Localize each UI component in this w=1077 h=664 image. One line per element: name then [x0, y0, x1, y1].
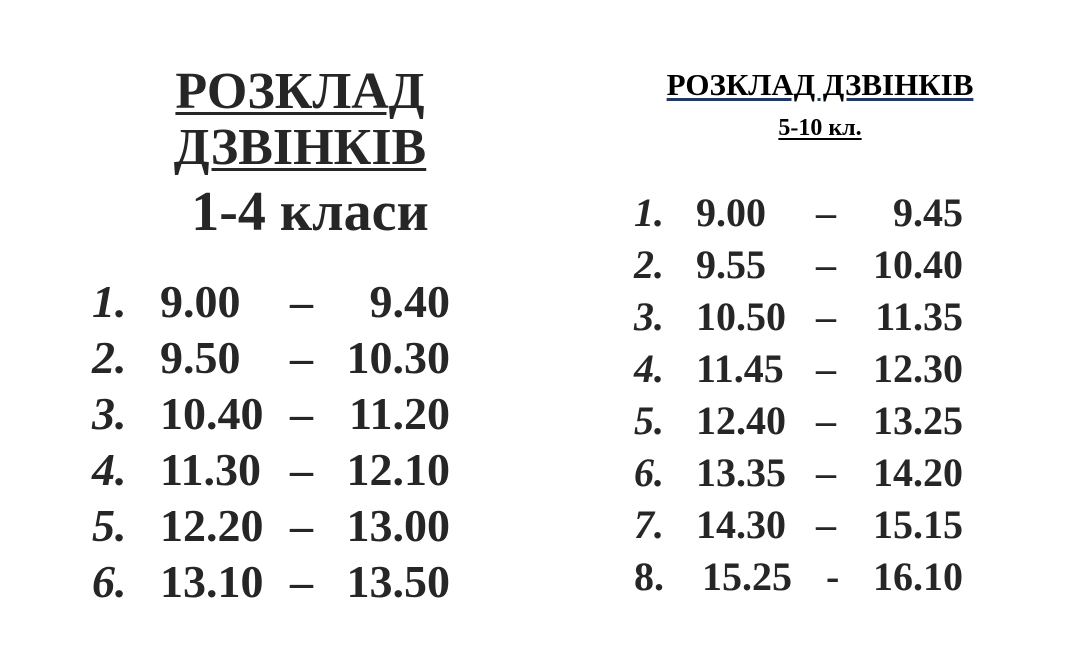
grades-subtitle: 1-4 класи: [191, 181, 429, 243]
start-time: 9.55: [696, 242, 766, 287]
end-time: 16.10: [873, 554, 963, 599]
end-time: 14.20: [873, 450, 963, 495]
lesson-number: 3.: [92, 388, 127, 439]
separator-dash: -: [826, 554, 840, 599]
start-time: 13.10: [160, 556, 264, 607]
end-time: 15.15: [873, 502, 963, 547]
schedule-row: [560, 190, 1077, 240]
grades-subtitle: 5-10 кл.: [778, 115, 862, 141]
schedule-title: РОЗКЛАД ДЗВІНКІВ: [666, 67, 974, 102]
schedule-row: [560, 450, 1077, 500]
end-time: 11.35: [875, 294, 963, 339]
title-line-2: ДЗВІНКІВ: [173, 119, 427, 176]
separator-dash: –: [816, 294, 836, 339]
separator-dash: –: [816, 502, 836, 547]
start-time: 10.50: [696, 294, 786, 339]
lesson-number: 5.: [92, 500, 127, 551]
end-time: 11.20: [349, 388, 450, 439]
start-time: 11.45: [696, 346, 784, 391]
lesson-number: 4.: [634, 346, 664, 391]
start-time: 15.25: [702, 554, 792, 599]
schedule-row: [560, 294, 1077, 344]
start-time: 14.30: [696, 502, 786, 547]
end-time: 10.40: [873, 242, 963, 287]
start-time: 11.30: [160, 444, 261, 495]
schedule-row: [0, 277, 540, 327]
separator-dash: –: [290, 444, 313, 495]
separator-dash: –: [290, 276, 313, 327]
lesson-number: 2.: [634, 242, 664, 287]
lesson-number: 1.: [92, 276, 127, 327]
start-time: 9.00: [696, 190, 766, 235]
lesson-number: 6.: [92, 556, 127, 607]
end-time: 13.50: [346, 556, 450, 607]
start-time: 12.20: [160, 500, 264, 551]
separator-dash: –: [290, 332, 313, 383]
start-time: 9.00: [160, 276, 241, 327]
separator-dash: –: [290, 388, 313, 439]
end-time: 9.45: [893, 190, 963, 235]
lesson-number: 5.: [634, 398, 664, 443]
schedule-row: [0, 501, 540, 551]
separator-dash: –: [816, 398, 836, 443]
schedule-row: [0, 389, 540, 439]
start-time: 10.40: [160, 388, 264, 439]
end-time: 10.30: [346, 332, 450, 383]
separator-dash: –: [816, 450, 836, 495]
end-time: 13.00: [346, 500, 450, 551]
start-time: 9.50: [160, 332, 241, 383]
lesson-number: 7.: [634, 502, 664, 547]
schedule-row: [560, 502, 1077, 552]
end-time: 12.30: [873, 346, 963, 391]
schedule-row: [560, 554, 1077, 604]
schedule-grades-5-10: [560, 0, 1077, 664]
separator-dash: –: [816, 346, 836, 391]
separator-dash: –: [290, 556, 313, 607]
lesson-number: 1.: [634, 190, 664, 235]
schedule-row: [0, 557, 540, 607]
end-time: 13.25: [873, 398, 963, 443]
separator-dash: –: [816, 190, 836, 235]
lesson-number: 2.: [92, 332, 127, 383]
start-time: 12.40: [696, 398, 786, 443]
title-line-1: РОЗКЛАД: [175, 63, 425, 120]
schedule-row: [0, 445, 540, 495]
schedule-row: [560, 346, 1077, 396]
lesson-number: 8.: [634, 554, 664, 599]
schedule-row: [560, 242, 1077, 292]
schedule-row: [560, 398, 1077, 448]
start-time: 13.35: [696, 450, 786, 495]
lesson-number: 6.: [634, 450, 664, 495]
separator-dash: –: [290, 500, 313, 551]
lesson-number: 3.: [634, 294, 664, 339]
end-time: 12.10: [346, 444, 450, 495]
lesson-number: 4.: [92, 444, 127, 495]
end-time: 9.40: [369, 276, 450, 327]
schedule-row: [0, 333, 540, 383]
separator-dash: –: [816, 242, 836, 287]
